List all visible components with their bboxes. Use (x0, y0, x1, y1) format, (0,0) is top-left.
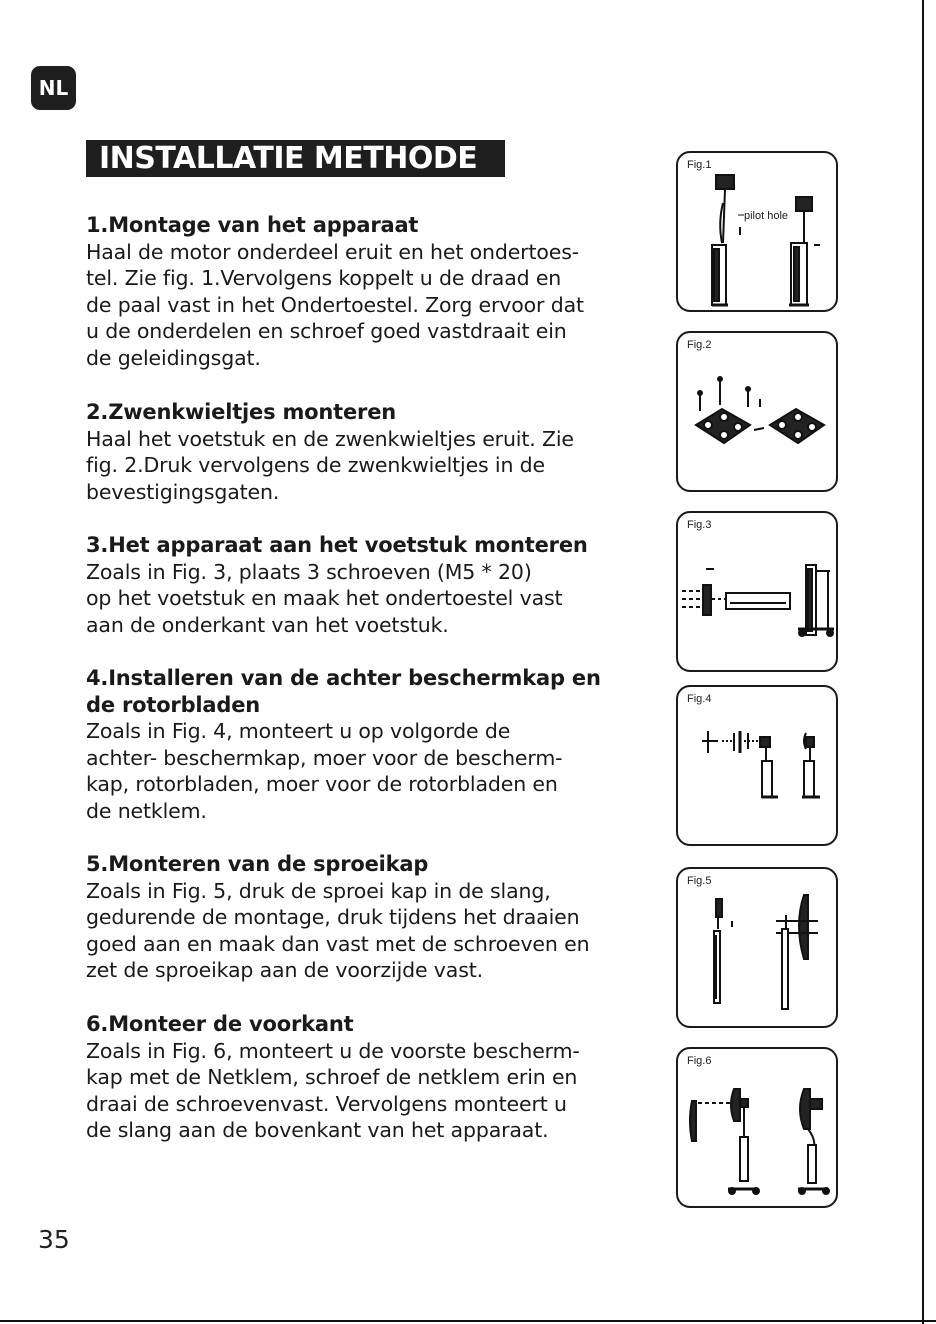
section-1 (86, 212, 616, 372)
section-line: kap met de Netklem, schroef de netklem erin en (86, 1065, 578, 1090)
figure-label: Fig.6 (687, 1055, 712, 1067)
page-edge-bottom (0, 1320, 936, 1322)
figure-3 (676, 511, 838, 672)
section-line: de netklem. (86, 798, 207, 823)
figure-label: Fig.4 (687, 693, 712, 705)
section-line: draai de schroevenvast. Vervolgens monteert u (86, 1091, 567, 1116)
fig4-guard-blades-drawing (678, 687, 838, 847)
page-edge-right (922, 0, 924, 1324)
section-6 (86, 1011, 616, 1144)
section-line: achter- beschermkap, moer voor de bescherm- (86, 745, 563, 770)
figure-6 (676, 1047, 838, 1208)
section-line: op het voetstuk en maak het ondertoestel vast (86, 586, 563, 611)
section-line: Haal de motor onderdeel eruit en het ondertoes- (86, 239, 579, 264)
section-line: Zoals in Fig. 6, monteert u de voorste bescherm- (86, 1038, 580, 1063)
section-line: zet de sproeikap aan de voorzijde vast. (86, 958, 483, 983)
section-heading: 4.Installeren van de achter beschermkap en de rotorbladen (86, 666, 601, 717)
section-heading: 3.Het apparaat aan het voetstuk monteren (86, 533, 588, 557)
section-line: Zoals in Fig. 4, monteert u op volgorde de (86, 719, 511, 744)
section-line: aan de onderkant van het voetstuk. (86, 612, 449, 637)
page-number: 35 (38, 1225, 70, 1254)
fig1-callout: pilot hole (744, 210, 789, 222)
figure-label: Fig.2 (687, 339, 712, 351)
language-badge: NL (31, 66, 76, 110)
section-4 (86, 665, 616, 825)
section-line: Haal het voetstuk en de zwenkwieltjes eruit. Zie (86, 426, 574, 451)
section-heading: 2.Zwenkwieltjes monteren (86, 400, 396, 424)
fig2-base-casters-drawing (678, 333, 838, 493)
section-line: Zoals in Fig. 3, plaats 3 schroeven (M5 * 20) (86, 559, 532, 584)
figure-2 (676, 331, 838, 492)
fig1-assembly-drawing (678, 153, 838, 313)
section-2 (86, 399, 616, 505)
section-heading: 5.Monteren van de sproeikap (86, 852, 429, 876)
figure-1 (676, 151, 838, 312)
page-title: INSTALLATIE METHODE (86, 140, 505, 177)
figure-5 (676, 867, 838, 1028)
section-line: goed aan en maak dan vast met de schroeven en (86, 931, 590, 956)
fig6-front-assembly-drawing (678, 1049, 838, 1209)
section-heading: 1.Montage van het apparaat (86, 213, 419, 237)
section-line: tel. Zie fig. 1.Vervolgens koppelt u de draad en (86, 266, 562, 291)
fig5-spray-cap-drawing (678, 869, 838, 1029)
section-heading: 6.Monteer de voorkant (86, 1012, 354, 1036)
section-line: kap, rotorbladen, moer voor de rotorbladen en (86, 772, 558, 797)
figure-label: Fig.5 (687, 875, 712, 887)
section-5 (86, 851, 616, 984)
section-line: de slang aan de bovenkant van het apparaat. (86, 1118, 549, 1143)
figure-4 (676, 685, 838, 846)
section-line: u de onderdelen en schroef goed vastdraait ein (86, 319, 567, 344)
figure-label: Fig.1 (687, 159, 712, 171)
section-line: de paal vast in het Ondertoestel. Zorg ervoor dat (86, 292, 584, 317)
section-line: fig. 2.Druk vervolgens de zwenkwieltjes in de (86, 453, 546, 478)
section-3 (86, 532, 616, 638)
section-line: bevestigingsgaten. (86, 479, 280, 504)
section-line: Zoals in Fig. 5, druk de sproei kap in de slang, (86, 878, 551, 903)
fig3-mount-stand-drawing (678, 513, 838, 673)
section-line: de geleidingsgat. (86, 345, 261, 370)
figure-label: Fig.3 (687, 519, 712, 531)
section-line: gedurende de montage, druk tijdens het draaien (86, 905, 580, 930)
